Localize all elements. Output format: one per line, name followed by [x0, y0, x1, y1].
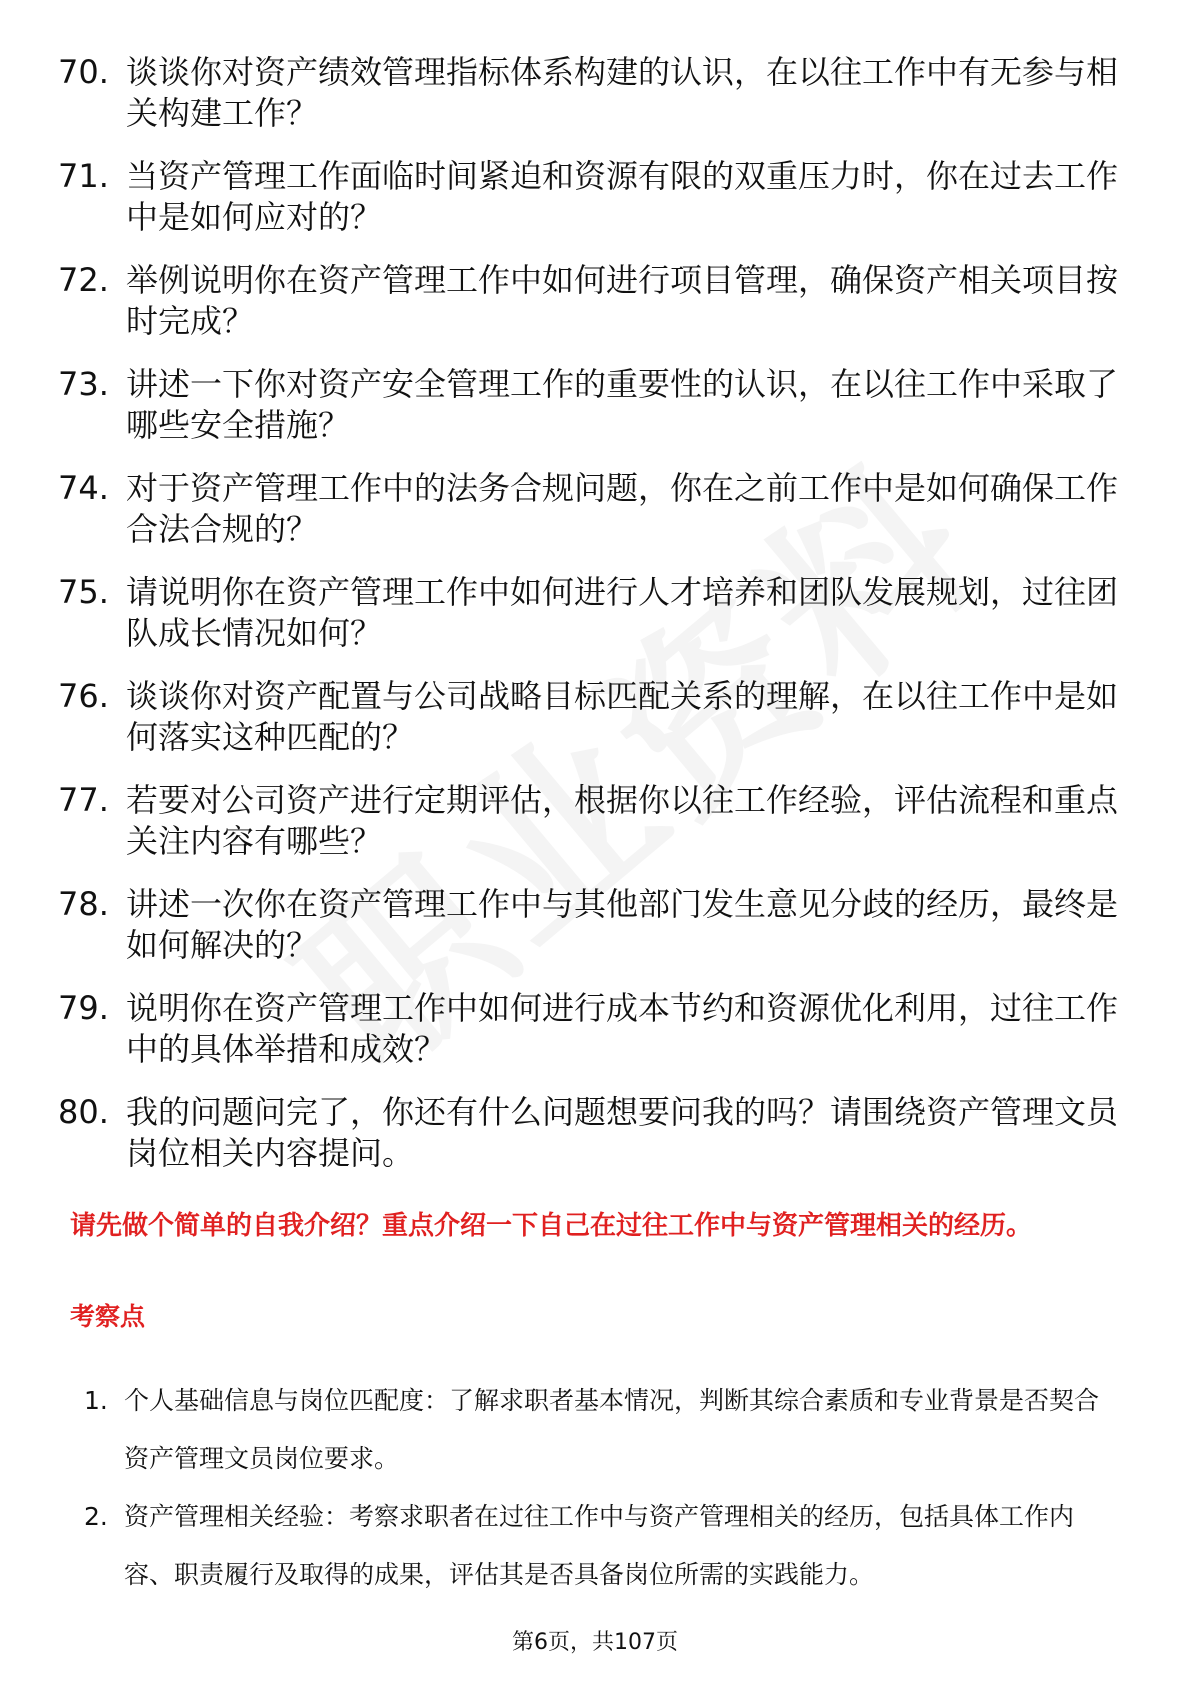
question-item [58, 468, 1118, 550]
question-text: 讲述一次你在资产管理工作中与其他部门发生意见分歧的经历，最终是如何解决的？ [126, 885, 1119, 964]
question-text: 举例说明你在资产管理工作中如何进行项目管理，确保资产相关项目按时完成？ [126, 261, 1119, 340]
question-text: 我的问题问完了，你还有什么问题想要问我的吗？请围绕资产管理文员岗位相关内容提问。 [126, 1093, 1119, 1172]
question-item [58, 572, 1118, 654]
point-text: 个人基础信息与岗位匹配度：了解求职者基本情况，判断其综合素质和专业背景是否契合资产管理文员岗位要求。 [124, 1386, 1100, 1473]
question-item [58, 676, 1118, 758]
question-text: 若要对公司资产进行定期评估，根据你以往工作经验，评估流程和重点关注内容有哪些？ [126, 781, 1119, 860]
assessment-point [84, 1372, 1114, 1488]
question-item [58, 988, 1118, 1070]
question-number: 77. [58, 781, 109, 819]
question-item [58, 52, 1118, 134]
assessment-points-list [84, 1372, 1114, 1604]
question-item [58, 1092, 1118, 1174]
question-number: 74. [58, 469, 109, 507]
question-text: 说明你在资产管理工作中如何进行成本节约和资源优化利用，过往工作中的具体举措和成效？ [126, 989, 1119, 1068]
page-number: 第6页，共107页 [512, 1630, 678, 1655]
question-number: 78. [58, 885, 109, 923]
question-number: 73. [58, 365, 109, 403]
question-item [58, 260, 1118, 342]
question-item [58, 884, 1118, 966]
question-text: 讲述一下你对资产安全管理工作的重要性的认识，在以往工作中采取了哪些安全措施？ [126, 365, 1119, 444]
section-heading: 考察点 [70, 1302, 146, 1331]
assessment-point [84, 1488, 1114, 1604]
question-text: 请说明你在资产管理工作中如何进行人才培养和团队发展规划，过往团队成长情况如何？ [126, 573, 1119, 652]
question-number: 70. [58, 53, 109, 91]
question-number: 72. [58, 261, 109, 299]
point-number: 1. [84, 1386, 108, 1415]
question-number: 75. [58, 573, 109, 611]
point-number: 2. [84, 1502, 108, 1531]
question-text: 谈谈你对资产配置与公司战略目标匹配关系的理解，在以往工作中是如何落实这种匹配的？ [126, 677, 1119, 756]
point-text: 资产管理相关经验：考察求职者在过往工作中与资产管理相关的经历，包括具体工作内容、职责履行及取得的成果，评估其是否具备岗位所需的实践能力。 [124, 1502, 1075, 1589]
question-text: 当资产管理工作面临时间紧迫和资源有限的双重压力时，你在过去工作中是如何应对的？ [126, 157, 1119, 236]
question-item [58, 156, 1118, 238]
question-text: 谈谈你对资产绩效管理指标体系构建的认识，在以往工作中有无参与相关构建工作？ [126, 53, 1119, 132]
question-item [58, 364, 1118, 446]
question-number: 80. [58, 1093, 109, 1131]
question-list [58, 52, 1118, 1196]
question-number: 71. [58, 157, 109, 195]
interview-prompt: 请先做个简单的自我介绍？重点介绍一下自己在过往工作中与资产管理相关的经历。 [70, 1211, 1033, 1241]
question-number: 79. [58, 989, 109, 1027]
question-number: 76. [58, 677, 109, 715]
question-text: 对于资产管理工作中的法务合规问题，你在之前工作中是如何确保工作合法合规的？ [126, 469, 1119, 548]
question-item [58, 780, 1118, 862]
